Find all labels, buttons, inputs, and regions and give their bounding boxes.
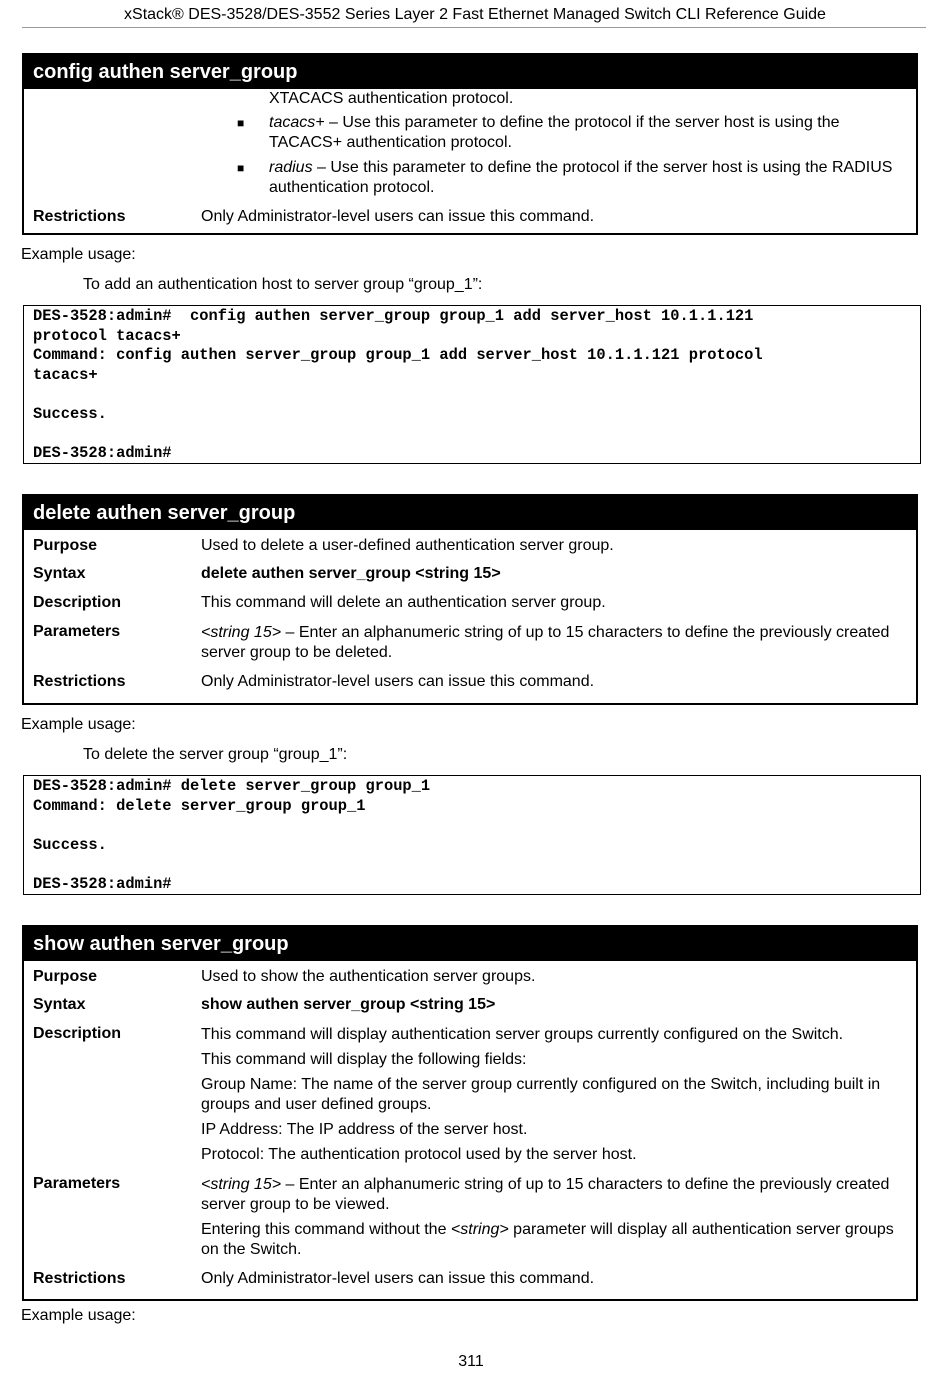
param-term: <string 15> (201, 1176, 282, 1193)
code-line: DES-3528:admin# (33, 874, 172, 893)
bullet-square-icon: ■ (237, 161, 245, 175)
code-line: Success. (33, 404, 107, 423)
code-line: DES-3528:admin# (33, 443, 172, 462)
code-line (33, 855, 911, 875)
continued-text: XTACACS authentication protocol. (269, 90, 514, 107)
bullet-square-icon: ■ (237, 116, 245, 130)
row-value: show authen server_group <string 15> (201, 996, 496, 1013)
parameters-row (24, 1175, 916, 1260)
description-line: This command will display authentication server groups currently configured on the Switch. (201, 1026, 844, 1043)
description-line: Protocol: The authentication protocol used by the server host. (201, 1146, 637, 1163)
purpose-row (24, 537, 916, 555)
protocol-list (201, 113, 908, 198)
command-table-show-authen-server-group (22, 925, 918, 1301)
code-line: Command: delete server_group group_1 (33, 796, 366, 815)
list-item (201, 158, 908, 198)
code-line: tacacs+ (33, 365, 98, 384)
code-line: protocol tacacs+ (33, 326, 181, 345)
param-dash: – (281, 624, 299, 641)
restrictions-row (24, 673, 916, 691)
row-value: Only Administrator-level users can issue this command. (201, 208, 595, 225)
code-example-delete-server-group (23, 775, 921, 895)
param-text: Enter an alphanumeric string of up to 15 characters to define the previously created server group to be deleted. (201, 624, 890, 661)
row-value: Only Administrator-level users can issue this command. (201, 673, 595, 690)
command-title: show authen server_group (24, 927, 916, 961)
code-line (33, 385, 911, 405)
row-label: Restrictions (33, 673, 126, 690)
param-text: – Use this parameter to define the protocol if the server host is using the RADIUS authentication protocol. (269, 159, 893, 196)
description-line: This command will display the following fields: (201, 1051, 527, 1068)
restrictions-row (24, 1270, 916, 1288)
example-label: Example usage: (21, 716, 136, 733)
command-table-config-authen-server-group (22, 53, 918, 235)
row-label: Parameters (33, 1175, 121, 1192)
row-value: Only Administrator-level users can issue this command. (201, 1270, 595, 1287)
row-label: Description (33, 594, 122, 611)
command-title: config authen server_group (24, 55, 916, 89)
command-table-delete-authen-server-group (22, 494, 918, 705)
row-value (201, 1175, 908, 1260)
row-label: Syntax (33, 996, 86, 1013)
code-example-config-authen (23, 305, 921, 464)
description-row (24, 1025, 916, 1165)
purpose-row (24, 968, 916, 986)
description-row (24, 594, 916, 612)
row-value: Used to delete a user-defined authentication server group. (201, 537, 614, 554)
row-value (201, 623, 908, 663)
row-value: This command will delete an authentication server group. (201, 594, 606, 611)
example-intro: To delete the server group “group_1”: (83, 746, 348, 763)
param-text: Enter an alphanumeric string of up to 15 characters to define the previously created server group to be viewed. (201, 1176, 890, 1213)
row-label: Purpose (33, 968, 98, 985)
page-number: 311 (458, 1353, 484, 1370)
command-title: delete authen server_group (24, 496, 916, 530)
example-label: Example usage: (21, 246, 136, 263)
param-term: tacacs+ (269, 114, 325, 131)
list-item (201, 113, 908, 153)
row-value: Used to show the authentication server groups. (201, 968, 536, 985)
param-text: – Use this parameter to define the protocol if the server host is using the TACACS+ authentication protocol. (269, 114, 840, 151)
row-label: Syntax (33, 565, 86, 582)
row-label: Restrictions (33, 208, 126, 225)
syntax-row (24, 565, 916, 583)
example-intro: To add an authentication host to server group “group_1”: (83, 276, 483, 293)
code-line: DES-3528:admin# config authen server_group group_1 add server_host 10.1.1.121 (33, 307, 754, 325)
description-line: IP Address: The IP address of the server host. (201, 1121, 528, 1138)
syntax-row (24, 996, 916, 1014)
code-line (33, 424, 911, 444)
example-label: Example usage: (21, 1307, 136, 1324)
page-header: xStack® DES-3528/DES-3552 Series Layer 2 Fast Ethernet Managed Switch CLI Reference Guide (124, 6, 826, 23)
param-note-post: parameter will display all authentication server groups on the Switch. (201, 1221, 899, 1258)
restrictions-row (24, 208, 916, 226)
param-note-pre: Entering this command without the (201, 1221, 451, 1238)
header-rule (22, 27, 926, 28)
parameters-continued (201, 89, 908, 198)
param-note-term: <string> (450, 1221, 509, 1238)
code-line: Command: config authen server_group group_1 add server_host 10.1.1.121 protocol (33, 346, 763, 364)
param-term: <string 15> (201, 624, 282, 641)
row-label: Parameters (33, 623, 121, 640)
code-line: Success. (33, 835, 107, 854)
row-value: delete authen server_group <string 15> (201, 565, 501, 582)
description-line: Group Name: The name of the server group currently configured on the Switch, including built in groups and user defined groups. (201, 1076, 881, 1113)
code-line (33, 816, 911, 836)
row-label: Purpose (33, 537, 98, 554)
param-term: radius (269, 159, 313, 176)
row-label: Description (33, 1025, 122, 1042)
row-value (201, 1025, 908, 1165)
code-line: DES-3528:admin# delete server_group group_1 (33, 777, 431, 795)
row-label: Restrictions (33, 1270, 126, 1287)
parameters-row (24, 623, 916, 663)
param-dash: – (281, 1176, 299, 1193)
